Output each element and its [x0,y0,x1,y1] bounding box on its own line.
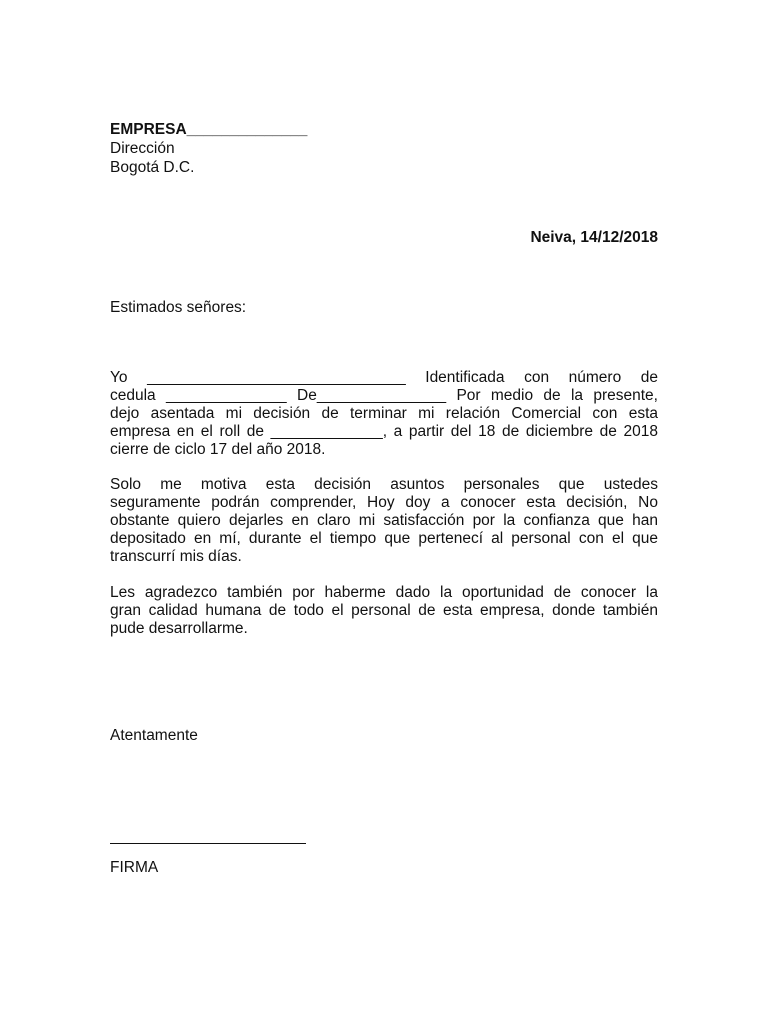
company-city: Bogotá D.C. [110,159,195,176]
paragraph-1-line: dejo asentada mi decisión de terminar mi relación Comercial con esta [110,405,658,422]
paragraph-1-line: cedula ______________ De_______________ Por medio de la presente, [110,387,658,404]
closing: Atentamente [110,727,198,744]
signature-label: FIRMA [110,859,159,876]
paragraph-1-line: cierre de ciclo 17 del año 2018. [110,441,326,458]
paragraph-1-line: Yo ______________________________ Identificada con número de [110,369,658,386]
paragraph-3-line: pude desarrollarme. [110,620,248,637]
date-line: Neiva, 14/12/2018 [530,229,658,246]
paragraph-3-line: gran calidad humana de todo el personal de esta empresa, donde también [110,602,658,619]
paragraph-2-line: transcurrí mis días. [110,548,242,565]
paragraph-1-line: empresa en el roll de _____________, a partir del 18 de diciembre de 2018 [110,423,658,440]
signature-line [110,843,306,844]
paragraph-3 [110,584,658,638]
paragraph-2-line: Solo me motiva esta decisión asuntos personales que ustedes [110,476,658,493]
company-name: EMPRESA______________ [110,121,308,138]
paragraph-1 [110,369,658,459]
paragraph-2 [110,476,658,566]
company-address: Dirección [110,140,175,157]
salutation: Estimados señores: [110,299,247,316]
paragraph-2-line: seguramente podrán comprender, Hoy doy a conocer esta decisión, No [110,494,658,511]
paragraph-3-line: Les agradezco también por haberme dado la oportunidad de conocer la [110,584,658,601]
paragraph-2-line: depositado en mí, durante el tiempo que pertenecí al personal con el que [110,530,658,547]
paragraph-2-line: obstante quiero dejarles en claro mi satisfacción por la confianza que han [110,512,658,529]
